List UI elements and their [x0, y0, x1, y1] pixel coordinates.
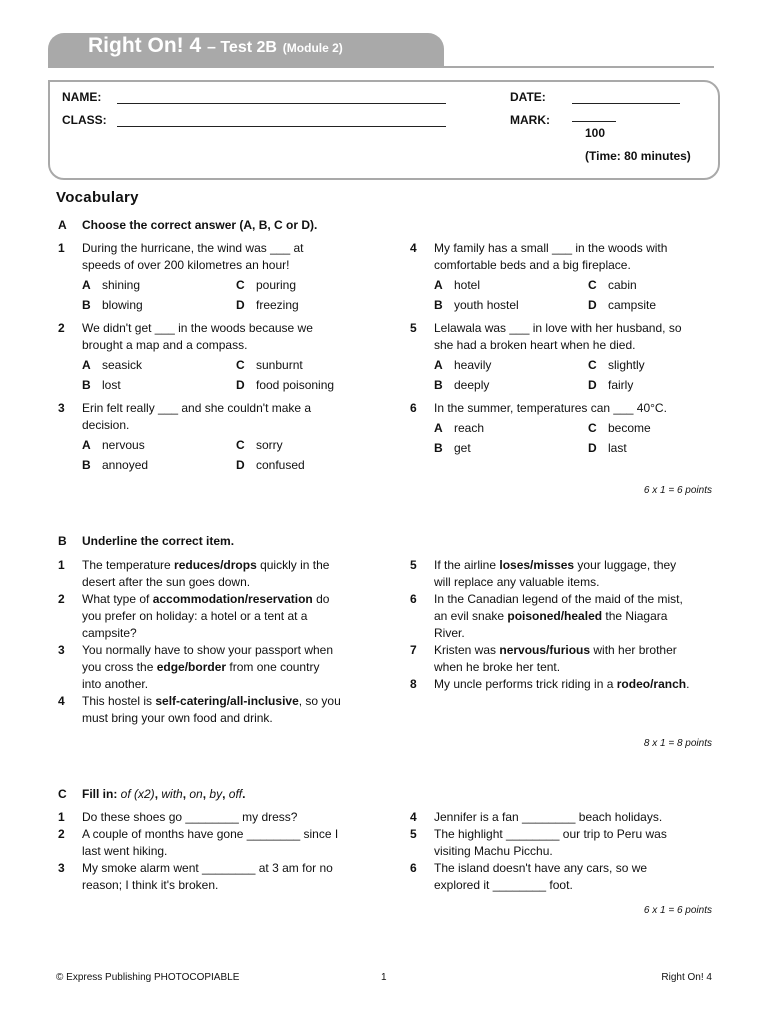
item-number: 5 — [410, 558, 417, 572]
item-b3: 3 You normally have to show your passport when you cross the edge/border from one country into another. — [58, 643, 334, 691]
option-a[interactable]: A seasick — [82, 358, 143, 372]
item-c3 — [58, 860, 342, 894]
section-a-instruction: Choose the correct answer (A, B, C or D). — [82, 218, 318, 232]
item-number: 3 — [58, 861, 65, 875]
option-d[interactable]: D food poisoning — [236, 378, 335, 392]
item-number: 2 — [58, 592, 65, 606]
option-b[interactable]: B deeply — [434, 378, 490, 392]
item-b7: 7 Kristen was nervous/furious with her brother when he broke her tent. — [410, 643, 677, 674]
title-main: Right On! 4 — [88, 34, 202, 57]
section-b-instruction: Underline the correct item. — [82, 534, 235, 548]
section-b-points: 8 x 1 = 8 points — [643, 738, 712, 749]
word-of: of (x2) — [120, 787, 155, 801]
section-b-heading — [58, 534, 234, 548]
question-a6 — [410, 400, 708, 457]
item-b8: 8 My uncle performs trick riding in a rodeo/ranch. — [410, 677, 690, 691]
section-a-points: 6 x 1 = 6 points — [643, 485, 712, 496]
choice-pair[interactable]: edge/border — [156, 660, 227, 674]
item-number: 2 — [58, 827, 65, 841]
option-c[interactable]: C cabin — [588, 278, 637, 292]
section-c-points: 6 x 1 = 6 points — [643, 905, 712, 916]
choice-pair[interactable]: nervous/furious — [499, 643, 591, 657]
question-number: 3 — [58, 401, 65, 415]
section-c-instruction: Fill in: — [82, 787, 118, 801]
item-number: 7 — [410, 643, 417, 657]
item-text[interactable]: The island doesn't have any cars, so we explored it ________ foot. — [434, 861, 648, 892]
option-d[interactable]: D last — [588, 441, 627, 455]
item-b6: 6 In the Canadian legend of the maid of the mist, an evil snake poisoned/healed the Niagara River. — [410, 592, 683, 640]
item-number: 4 — [410, 810, 417, 824]
option-c[interactable]: C become — [588, 421, 651, 435]
option-b[interactable]: B annoyed — [82, 458, 149, 472]
section-a-heading — [58, 218, 317, 232]
item-b1: 1 The temperature reduces/drops quickly in the desert after the sun goes down. — [58, 558, 330, 589]
question-number: 2 — [58, 321, 65, 335]
item-b4: 4 This hostel is self-catering/all-inclusive, so you must bring your own food and drink. — [58, 694, 341, 725]
item-number: 1 — [58, 810, 65, 824]
question-number: 5 — [410, 321, 417, 335]
item-number: 6 — [410, 592, 417, 606]
student-info-box — [48, 80, 720, 180]
word-off: off — [228, 787, 243, 801]
option-d[interactable]: D confused — [236, 458, 305, 472]
option-b[interactable]: B lost — [82, 378, 121, 392]
choice-pair[interactable]: self-catering/all-inclusive — [155, 694, 299, 708]
question-text: Erin felt really ___ and she couldn't make a decision. — [82, 401, 312, 432]
option-b[interactable]: B get — [434, 441, 471, 455]
choice-pair[interactable]: loses/misses — [499, 558, 575, 572]
choice-pair[interactable]: reduces/drops — [174, 558, 257, 572]
item-b2: 2 What type of accommodation/reservation do you prefer on holiday: a hotel or a tent at a campsite? — [58, 592, 330, 640]
word-on: on — [189, 787, 203, 801]
word-with: with — [161, 787, 183, 801]
question-text: In the summer, temperatures can ___ 40°C. — [434, 401, 667, 415]
class-label: CLASS: — [62, 113, 107, 127]
mark-label: MARK: — [510, 113, 550, 127]
item-c6 — [410, 860, 694, 894]
option-a[interactable]: A heavily — [434, 358, 492, 372]
question-text: My family has a small ___ in the woods with comfortable beds and a big fireplace. — [434, 241, 668, 272]
question-text: During the hurricane, the wind was ___ at speeds of over 200 kilometres an hour! — [82, 241, 304, 272]
page-number: 1 — [381, 972, 387, 983]
option-c[interactable]: C sorry — [236, 438, 283, 452]
word-by: by — [209, 787, 223, 801]
option-d[interactable]: D campsite — [588, 298, 657, 312]
item-number: 1 — [58, 558, 65, 572]
item-c1 — [58, 809, 342, 826]
question-a3 — [58, 400, 356, 474]
date-line[interactable] — [572, 103, 680, 104]
item-number: 6 — [410, 861, 417, 875]
option-d[interactable]: D fairly — [588, 378, 634, 392]
item-text[interactable]: A couple of months have gone ________ since I last went hiking. — [82, 827, 339, 858]
choice-pair[interactable]: poisoned/healed — [507, 609, 603, 623]
name-label: NAME: — [62, 90, 102, 104]
footer-copyright: © Express Publishing PHOTOCOPIABLE — [56, 972, 240, 983]
choice-pair[interactable]: rodeo/ranch — [616, 677, 687, 691]
title-module: (Module 2) — [282, 41, 343, 55]
item-c4 — [410, 809, 694, 826]
question-text: Lelawala was ___ in love with her husband, so she had a broken heart when he died. — [434, 321, 682, 352]
title-rule — [48, 66, 714, 68]
option-a[interactable]: A reach — [434, 421, 485, 435]
option-c[interactable]: C slightly — [588, 358, 645, 372]
option-d[interactable]: D freezing — [236, 298, 299, 312]
item-number: 8 — [410, 677, 417, 691]
item-b5: 5 If the airline loses/misses your luggage, they will replace any valuable items. — [410, 558, 677, 589]
class-line[interactable] — [117, 126, 446, 127]
question-a2 — [58, 320, 356, 394]
time-limit: (Time: 80 minutes) — [585, 149, 691, 163]
item-c2 — [58, 826, 342, 860]
option-c[interactable]: C pouring — [236, 278, 297, 292]
option-b[interactable]: B youth hostel — [434, 298, 519, 312]
section-c-letter: C — [58, 787, 67, 801]
mark-line[interactable] — [572, 121, 616, 122]
question-text: We didn't get ___ in the woods because we brought a map and a compass. — [82, 321, 313, 352]
question-number: 4 — [410, 241, 417, 255]
item-text[interactable]: Jennifer is a fan ________ beach holidays. — [434, 810, 663, 824]
page-title — [88, 34, 343, 58]
choice-pair[interactable]: accommodation/reservation — [152, 592, 313, 606]
section-heading-vocabulary: Vocabulary — [56, 189, 139, 206]
question-a5 — [410, 320, 708, 394]
item-number: 3 — [58, 643, 65, 657]
option-a[interactable]: A nervous — [82, 438, 145, 452]
item-number: 5 — [410, 827, 417, 841]
question-number: 6 — [410, 401, 417, 415]
section-a-letter: A — [58, 218, 67, 232]
item-text[interactable]: Do these shoes go ________ my dress? — [82, 810, 298, 824]
mark-total: 100 — [585, 126, 606, 140]
question-a1 — [58, 240, 356, 314]
name-line[interactable] — [117, 103, 446, 104]
option-b[interactable]: B blowing — [82, 298, 143, 312]
date-label: DATE: — [510, 90, 546, 104]
question-a4 — [410, 240, 708, 314]
item-c5 — [410, 826, 694, 860]
title-test: – Test 2B — [207, 39, 277, 56]
option-a[interactable]: A hotel — [434, 278, 481, 292]
question-number: 1 — [58, 241, 65, 255]
item-number: 4 — [58, 694, 65, 708]
item-text[interactable]: The highlight ________ our trip to Peru was visiting Machu Picchu. — [434, 827, 667, 858]
footer-book-title: Right On! 4 — [661, 972, 712, 983]
section-c-heading: C Fill in: of (x2), with, on, by, off. — [58, 787, 246, 801]
option-c[interactable]: C sunburnt — [236, 358, 303, 372]
item-text[interactable]: My smoke alarm went ________ at 3 am for no reason; I think it's broken. — [82, 861, 333, 892]
option-a[interactable]: A shining — [82, 278, 141, 292]
section-b-letter: B — [58, 534, 67, 548]
